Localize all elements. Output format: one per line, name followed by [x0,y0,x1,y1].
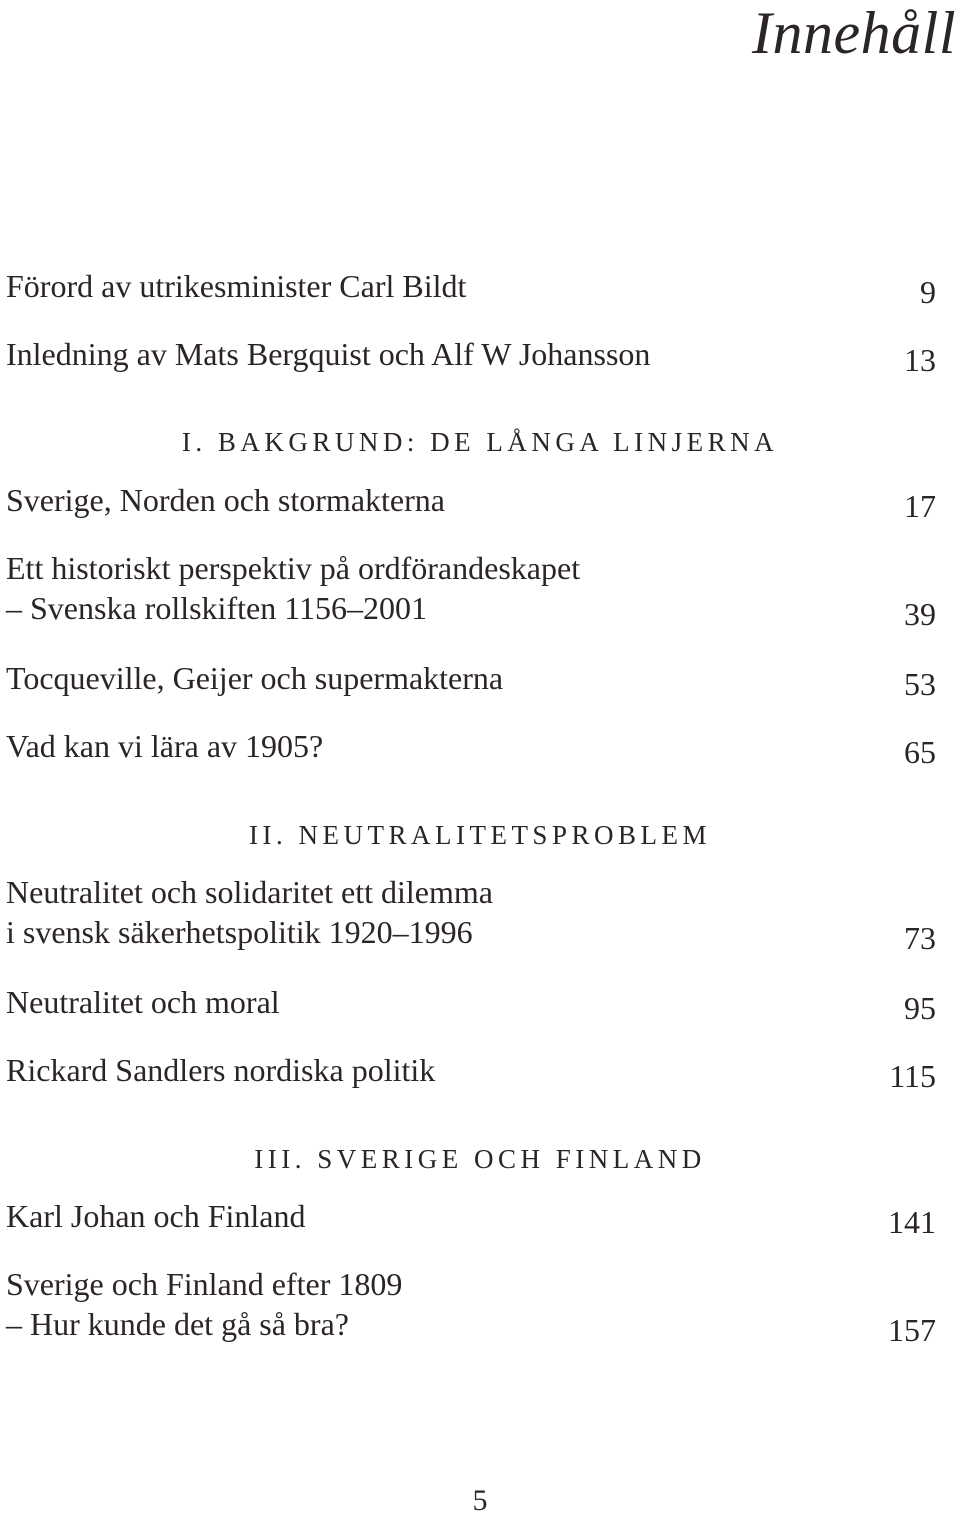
toc-entry-title: Vad kan vi lära av 1905? [6,728,324,764]
toc-entry-title: Inledning av Mats Bergquist och Alf W Johansson [6,336,651,372]
toc-entry-title-continued: – Hur kunde det gå så bra? [6,1306,349,1342]
toc-entry[interactable] [6,548,936,632]
toc-entry-page: 39 [904,596,936,632]
toc-entry-title-continued: – Svenska rollskiften 1156–2001 [6,590,427,626]
toc-entry-title: Neutralitet och moral [6,984,280,1020]
toc-entry-title: Sverige, Norden och stormakterna [6,482,445,518]
section-heading-1: I. BAKGRUND: DE LÅNGA LINJERNA [181,427,779,457]
toc-entry-page: 13 [904,342,936,378]
toc-entry-page: 53 [904,666,936,702]
toc-entry-forord[interactable] [6,266,936,310]
toc-entry-title: Neutralitet och solidaritet ett dilemma [6,874,493,910]
toc-entry-title-continued: i svensk säkerhetspolitik 1920–1996 [6,914,473,950]
toc-entry[interactable] [6,1264,936,1348]
page-title: Innehåll [752,0,956,66]
toc-entry-page: 115 [889,1058,936,1094]
toc-entry[interactable] [6,726,936,770]
toc-entry-page: 65 [904,734,936,770]
toc-entry-title: Rickard Sandlers nordiska politik [6,1052,436,1088]
toc-entry[interactable] [6,658,936,702]
toc-entry-page: 9 [920,274,936,310]
toc-entry-page: 157 [888,1312,936,1348]
toc-entry-page: 17 [904,488,936,524]
toc-entry-page: 141 [888,1204,936,1240]
toc-entry[interactable] [6,1050,936,1094]
toc-entry-title: Sverige och Finland efter 1809 [6,1266,403,1302]
toc-entry-page: 95 [904,990,936,1026]
toc-entry-title: Ett historiskt perspektiv på ordförandeskapet [6,550,581,586]
toc-entry-page: 73 [904,920,936,956]
section-heading-2: II. NEUTRALITETSPROBLEM [249,820,711,850]
toc-entry[interactable] [6,872,936,956]
toc-entry[interactable] [6,480,936,524]
section-heading-3: III. SVERIGE OCH FINLAND [254,1144,706,1174]
toc-entry-title: Karl Johan och Finland [6,1198,306,1234]
toc-entry-title: Förord av utrikesminister Carl Bildt [6,268,467,304]
toc-entry-title: Tocqueville, Geijer och supermakterna [6,660,504,696]
toc-entry-inledning[interactable] [6,334,936,378]
toc-entry[interactable] [6,982,936,1026]
page-number: 5 [472,1484,488,1517]
toc-entry[interactable] [6,1196,936,1240]
